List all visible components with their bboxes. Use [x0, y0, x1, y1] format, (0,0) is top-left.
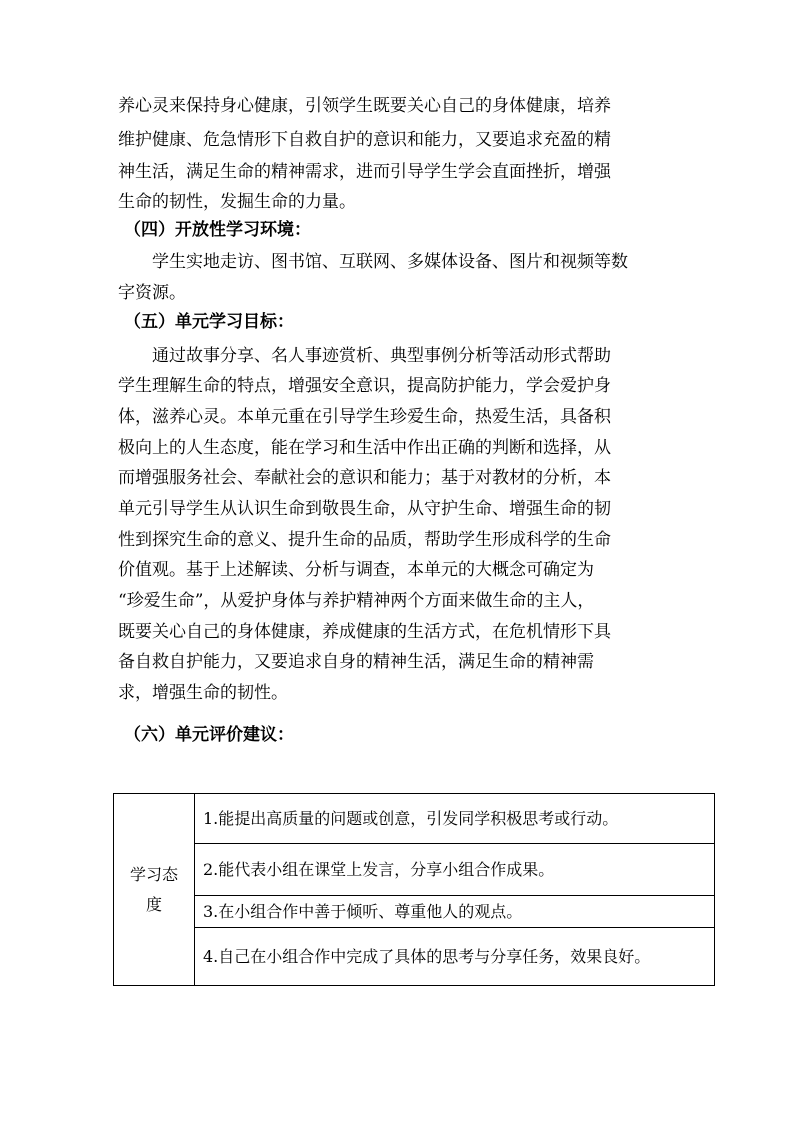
criterion-cell: 1.能提出高质量的问题或创意，引发同学积极思考或行动。	[195, 794, 715, 844]
body-text-line: 维护健康、危急情形下自救自护的意识和能力，又要追求充盈的精	[118, 130, 611, 150]
section-heading-4: （四）开放性学习环境：	[124, 220, 311, 240]
body-text-line: “珍爱生命”，从爱护身体与养护精神两个方面来做生命的主人，	[118, 591, 595, 611]
category-cell	[114, 794, 195, 986]
body-text-line: 极向上的人生态度，能在学习和生活中作出正确的判断和选择，从	[118, 438, 611, 458]
category-label: 学习态度	[129, 864, 178, 914]
body-text-line: 价值观。基于上述解读、分析与调查，本单元的大概念可确定为	[118, 560, 594, 580]
body-text-line: 学生理解生命的特点，增强安全意识，提高防护能力，学会爱护身	[118, 376, 611, 396]
body-text-line: 学生实地走访、图书馆、互联网、多媒体设备、图片和视频等数	[152, 252, 628, 272]
evaluation-table	[113, 793, 715, 986]
body-text-line: 单元引导学生从认识生命到敬畏生命，从守护生命、增强生命的韧	[118, 499, 611, 519]
table-row	[114, 896, 715, 928]
body-text-line: 字资源。	[118, 283, 186, 303]
body-text-line: 体，滋养心灵。本单元重在引导学生珍爱生命，热爱生活，具备积	[118, 407, 611, 427]
body-text-line: 性到探究生命的意义、提升生命的品质，帮助学生形成科学的生命	[118, 530, 611, 550]
body-text-line: 通过故事分享、名人事迹赏析、典型事例分析等活动形式帮助	[152, 346, 611, 366]
body-text-line: 生命的韧性，发掘生命的力量。	[118, 192, 356, 212]
section-heading-5: （五）单元学习目标：	[124, 312, 294, 332]
body-text-line: 既要关心自己的身体健康，养成健康的生活方式，在危机情形下具	[118, 622, 611, 642]
table-row	[114, 928, 715, 986]
body-text-line: 备自救自护能力，又要追求自身的精神生活，满足生命的精神需	[118, 652, 594, 672]
body-text-line: 而增强服务社会、奉献社会的意识和能力；基于对教材的分析，本	[118, 468, 611, 488]
criterion-cell: 2.能代表小组在课堂上发言，分享小组合作成果。	[195, 844, 715, 896]
body-text-line: 养心灵来保持身心健康，引领学生既要关心自己的身体健康，培养	[118, 96, 611, 116]
body-text-line: 神生活，满足生命的精神需求，进而引导学生学会直面挫折，增强	[118, 162, 611, 182]
section-heading-6: （六）单元评价建议：	[124, 725, 294, 745]
criterion-cell: 4.自己在小组合作中完成了具体的思考与分享任务，效果良好。	[195, 928, 715, 986]
body-text-line: 求，增强生命的韧性。	[118, 683, 288, 703]
table-row	[114, 844, 715, 896]
criterion-cell: 3.在小组合作中善于倾听、尊重他人的观点。	[195, 896, 715, 928]
table-row	[114, 794, 715, 844]
